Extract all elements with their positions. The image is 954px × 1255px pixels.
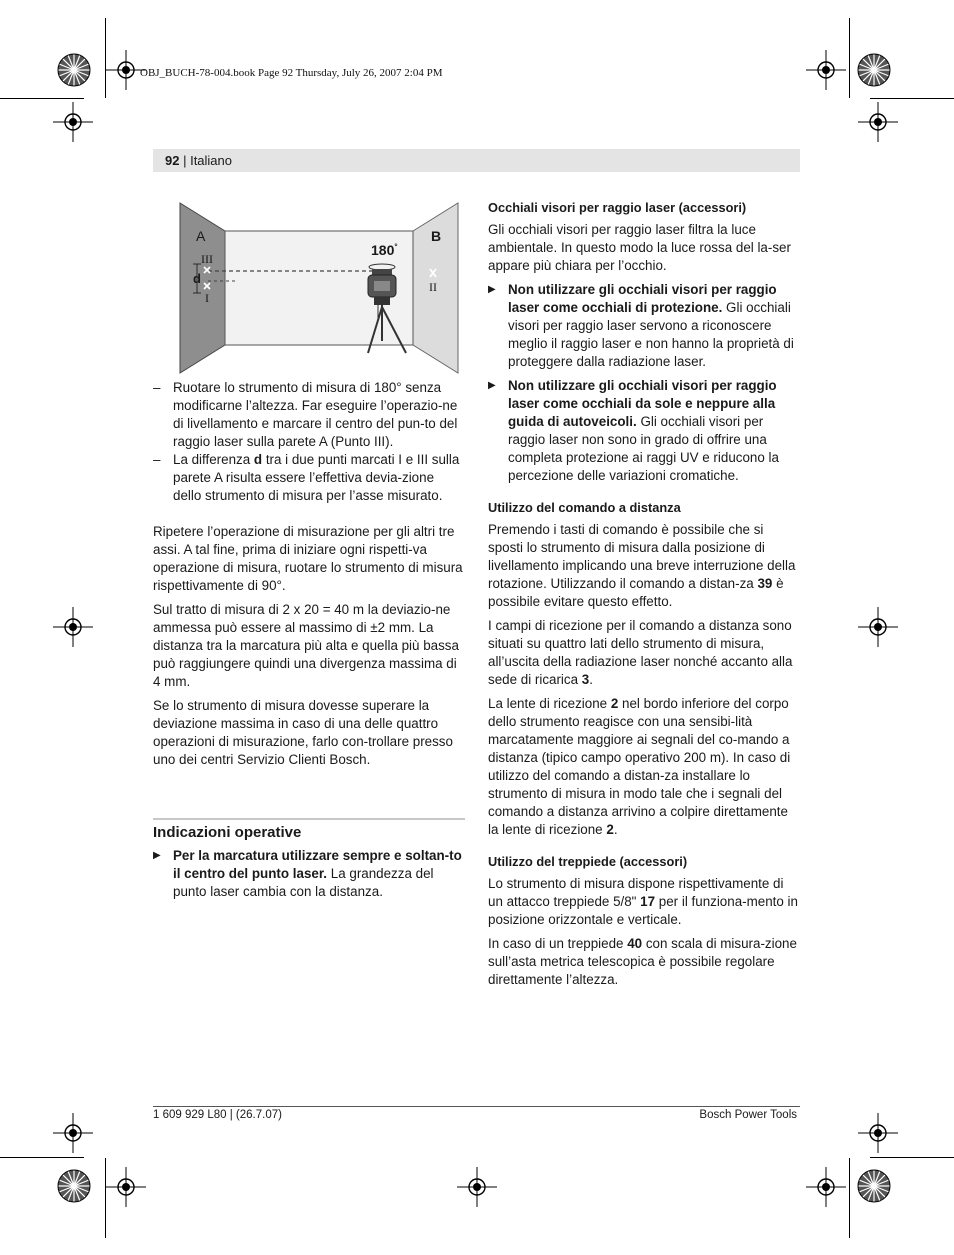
bullet-arrow-icon: ▶ [153, 850, 161, 861]
registration-mark-icon [457, 1167, 497, 1207]
registration-mark-icon [106, 1167, 146, 1207]
paragraph: Ripetere l’operazione di misurazione per gli altri tre assi. A tal fine, prima di iniziare ogni rispetti-va operazione di misura, ruotare lo strumento di misura rispettivamente di 90°. [153, 524, 463, 593]
bullet-item: ▶ Non utilizzare gli occhiali visori per raggio laser come occhiali da sole e neppure alla guida di autoveicoli. Gli occhiali visori per raggio laser non sono in grado di offrire una completa protezione ai raggi UV e riducono la percezione delle variazioni cromatiche. [488, 378, 779, 483]
paragraph: Sul tratto di misura di 2 x 20 = 40 m la deviazio-ne ammessa può essere al massimo di ±2 mm. La distanza tra la marcatura più alta e quella più bassa può raggiungere quindi una divergenza massima di 4 mm. [153, 602, 459, 689]
paragraph: Premendo i tasti di comando è possibile che si sposti lo strumento di misura dalla posizione di livellamento implicando una breve interruzione della rotazione. Utilizzando il comando a distan-za 39 è possibile evitare questo effetto. [488, 522, 796, 609]
footer-left: 1 609 929 L80 | (26.7.07) [153, 1109, 282, 1121]
star-target-icon [856, 52, 892, 88]
footer-right: Bosch Power Tools [699, 1109, 797, 1121]
registration-mark-icon [858, 1113, 898, 1153]
registration-mark-icon [858, 607, 898, 647]
registration-mark-icon [53, 607, 93, 647]
subheading: Utilizzo del comando a distanza [488, 500, 681, 515]
header-language: Italiano [190, 153, 232, 168]
trim-mark [0, 98, 84, 99]
list-item: – La differenza d tra i due punti marcati I e III sulla parete A risulta essere l’effettiva devia-zione dello strumento di misura per l’asse misurato. [153, 452, 460, 503]
list-item: – Ruotare lo strumento di misura di 180° senza modificarne l’altezza. Far eseguire l’operazio-ne di livellamento e marcare il centro del pun-to del raggio laser sulla parete A (Punto III). [153, 380, 458, 449]
registration-mark-icon [858, 102, 898, 142]
trim-mark [849, 1158, 850, 1238]
measurement-figure [178, 201, 460, 376]
bullet-item: ▶ Non utilizzare gli occhiali visori per raggio laser come occhiali di protezione. Gli occhiali visori per raggio laser servono a riconoscere meglio il raggio laser e non hanno la proprietà di proteggere dalla radiazione laser. [488, 282, 794, 369]
figure-mark-ii: II [429, 280, 437, 294]
paragraph: Gli occhiali visori per raggio laser filtra la luce ambientale. In questo modo la luce rossa del la-ser appare più chiara per l’occhio. [488, 222, 791, 273]
star-target-icon [856, 1168, 892, 1204]
paragraph: Se lo strumento di misura dovesse superare la deviazione massima in caso di una delle quattro operazioni di misurazione, farlo con-trollare presso uno dei centri Servizio Clienti Bosch. [153, 698, 453, 767]
registration-mark-icon [806, 1167, 846, 1207]
left-bullets [153, 847, 465, 907]
figure-label-b: B [431, 228, 442, 244]
paragraph: Lo strumento di misura dispone rispettivamente di un attacco treppiede 5/8" 17 per il funziona-mento in posizione orizzontale e verticale. [488, 876, 798, 927]
star-target-icon [56, 52, 92, 88]
paragraph: In caso di un treppiede 40 con scala di misura-zione sull’asta metrica telescopica è possibile regolare direttamente l’altezza. [488, 936, 797, 987]
bullet-arrow-icon: ▶ [488, 380, 496, 391]
section-title: Indicazioni operative [153, 818, 465, 841]
print-info: OBJ_BUCH-78-004.book Page 92 Thursday, July 26, 2007 2:04 PM [140, 67, 443, 79]
registration-mark-icon [53, 1113, 93, 1153]
subheading: Utilizzo del treppiede (accessori) [488, 854, 688, 869]
trim-mark [870, 98, 954, 99]
figure-mark-iii: III [201, 252, 213, 266]
page-header [153, 149, 800, 172]
header-separator: | [179, 153, 191, 168]
right-column [488, 199, 800, 995]
registration-mark-icon [806, 50, 846, 90]
trim-mark [849, 18, 850, 98]
figure-mark-i: I [205, 291, 209, 305]
bullet-arrow-icon: ▶ [488, 284, 496, 295]
trim-mark [870, 1157, 954, 1158]
subheading: Occhiali visori per raggio laser (accessori) [488, 200, 747, 215]
page-number: 92 [165, 153, 180, 168]
bullet-item: ▶ Per la marcatura utilizzare sempre e soltan-to il centro del punto laser. La grandezza del punto laser cambia con la distanza. [153, 848, 462, 899]
left-column [153, 379, 465, 775]
footer-divider [153, 1106, 800, 1107]
figure-angle: 180° [371, 242, 398, 258]
figure-mark-d: d [193, 271, 201, 286]
paragraph: La lente di ricezione 2 nel bordo inferiore del corpo dello strumento reagisce con una sensibi-lità marcatamente maggiore ai segnali del co-mando a distanza (tipico campo operativo 200 m). In caso di utilizzo del comando a distan-za installare lo strumento di misura in modo tale che i segnali del comando a distanza arrivino a colpire direttamente la lente di ricezione 2. [488, 696, 791, 837]
paragraph: I campi di ricezione per il comando a distanza sono situati su quattro lati dello strumento di misura, all’uscita della radiazione laser nonché accanto alla sede di ricarica 3. [488, 618, 793, 687]
figure-label-a: A [196, 228, 206, 244]
registration-mark-icon [53, 102, 93, 142]
star-target-icon [56, 1168, 92, 1204]
trim-mark [0, 1157, 84, 1158]
